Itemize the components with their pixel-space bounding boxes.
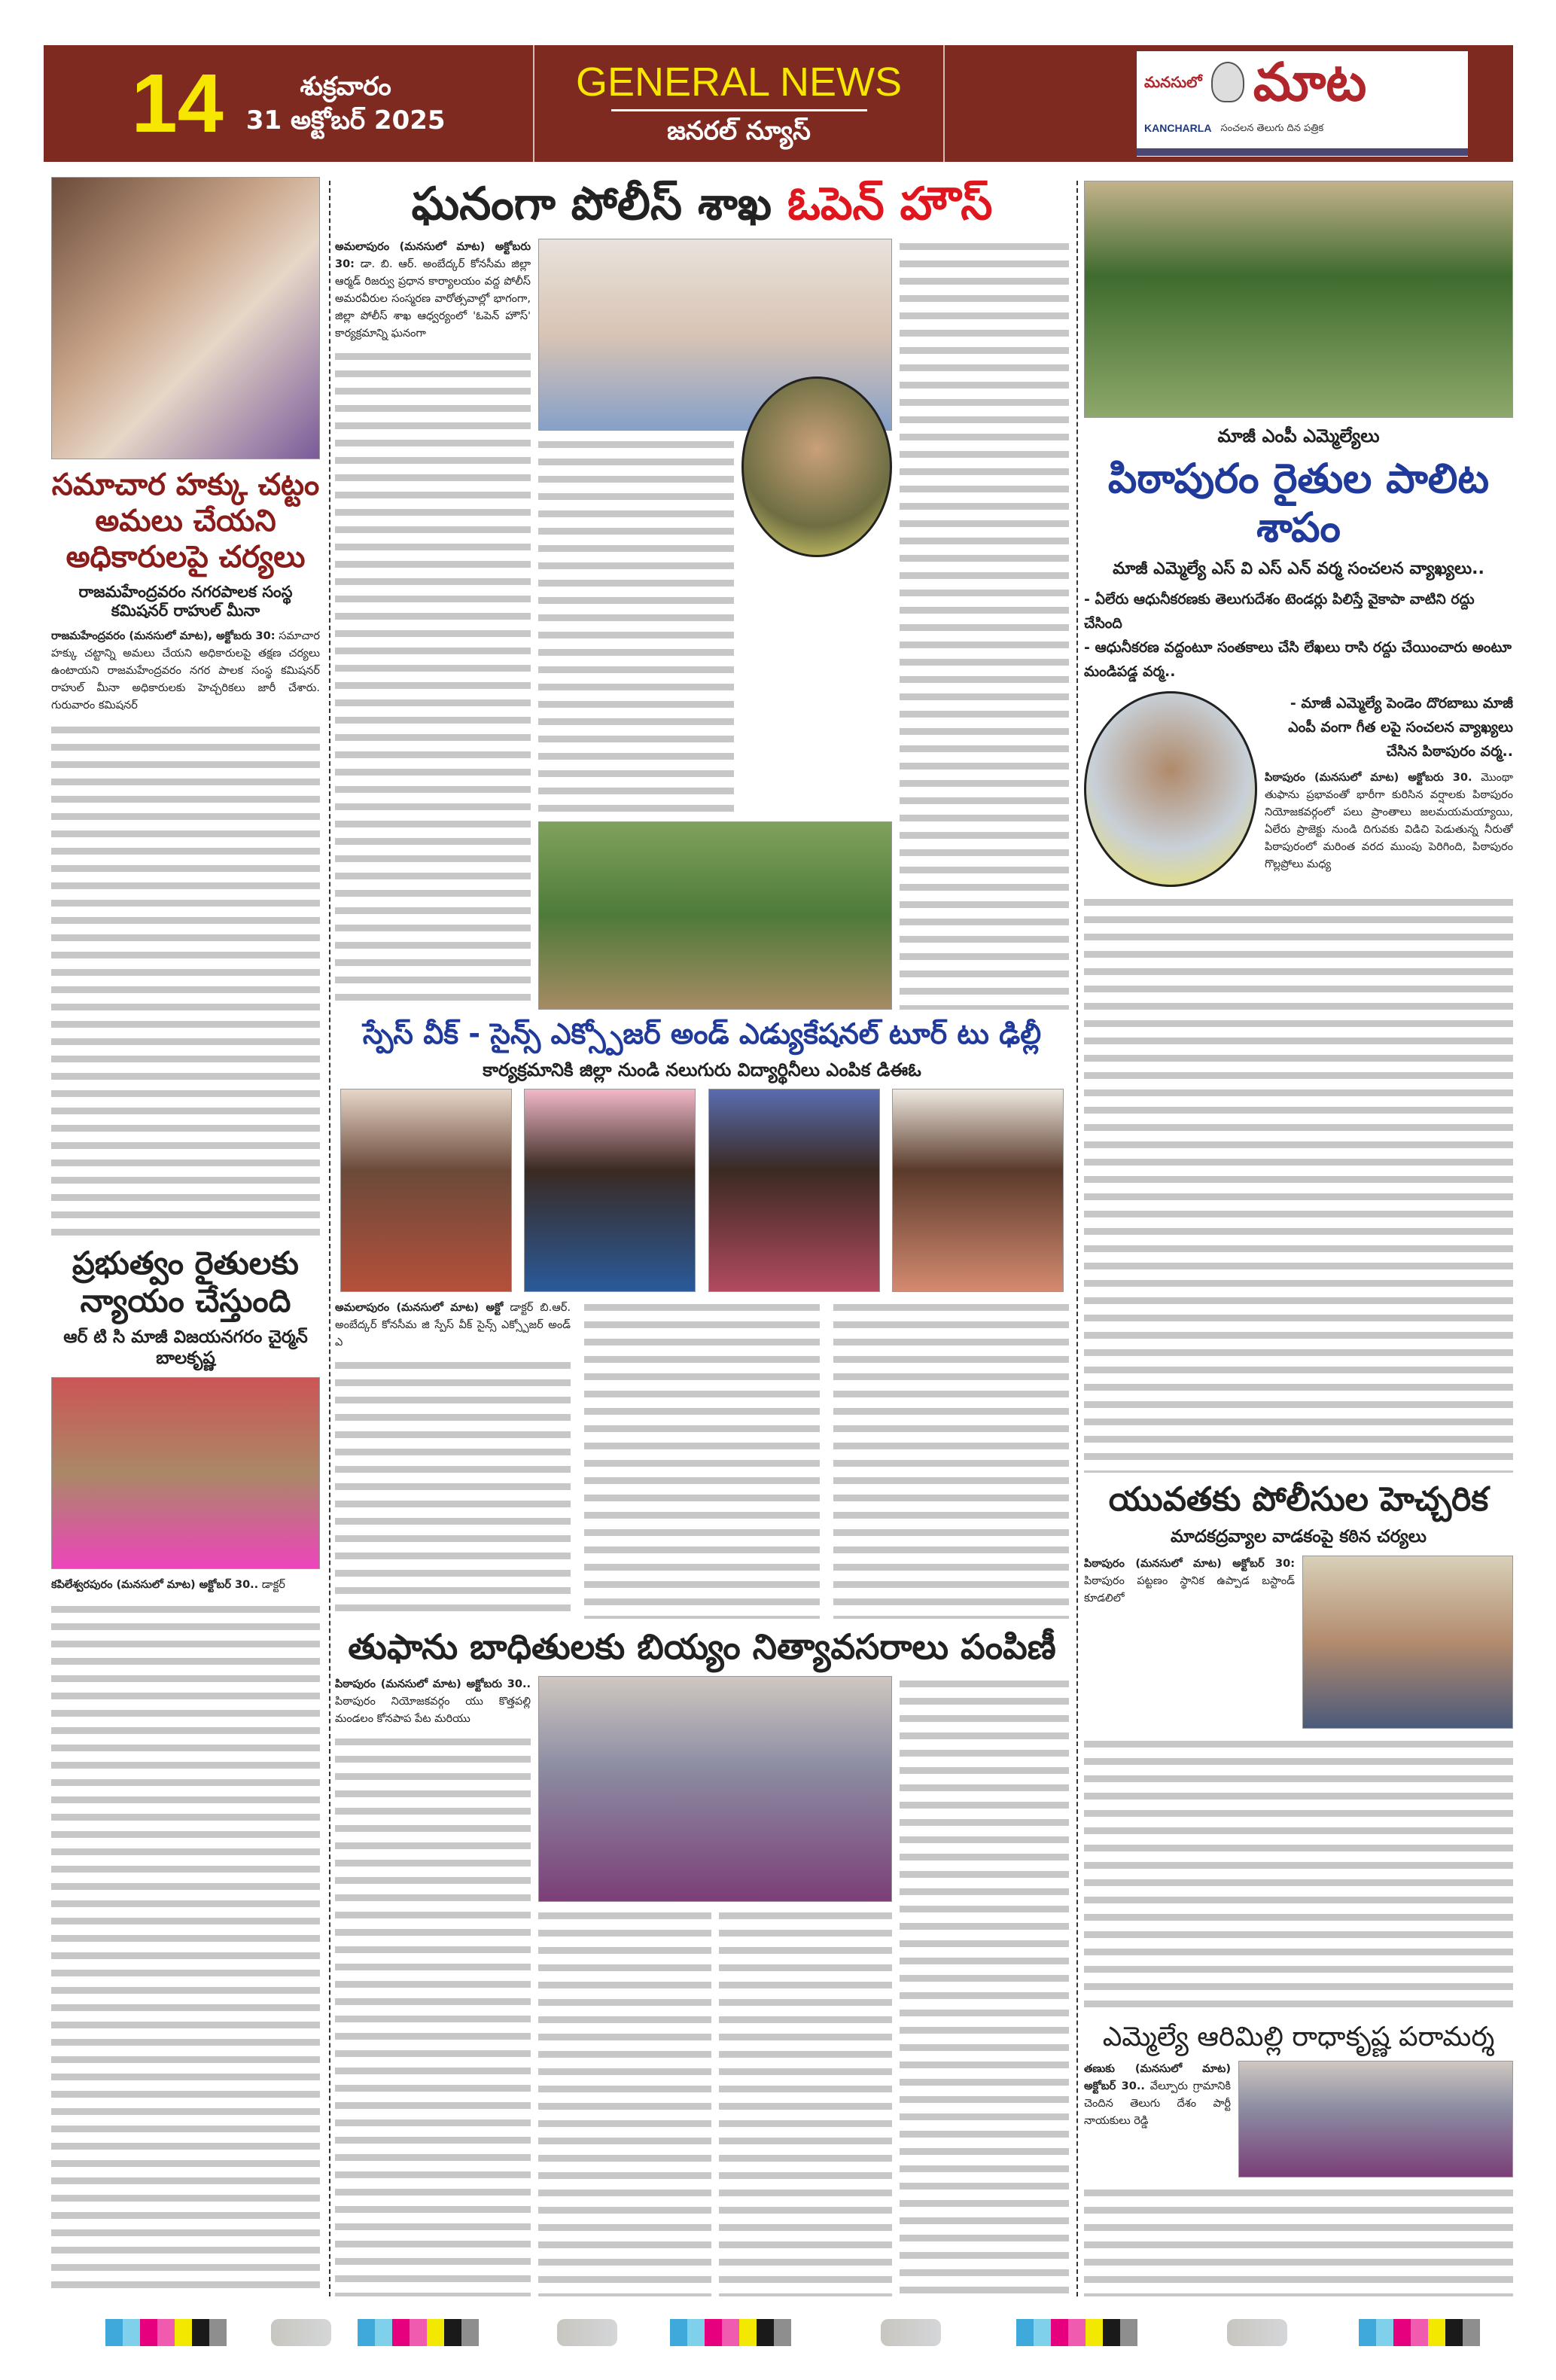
- article-open-house-col3: [900, 239, 1069, 1010]
- color-swatch: [1086, 2319, 1103, 2346]
- logo-bar: [1137, 148, 1468, 156]
- article-text: వేల్పూరు గ్రామానికి చెందిన తెలుగు దేశం పార్టీ నాయకులు రెడ్డి: [1084, 2080, 1231, 2128]
- article-balakrishna-body: [51, 1577, 320, 1594]
- divider: [611, 109, 867, 111]
- color-swatch: [392, 2319, 410, 2346]
- article-mla-lead: [1084, 2061, 1231, 2130]
- gray-swatch: [881, 2319, 941, 2346]
- open-house-media: [538, 239, 892, 1010]
- article-text: డాక్టర్: [261, 1578, 285, 1591]
- bullet-list: [1084, 587, 1513, 684]
- article-rti-body: [51, 628, 320, 715]
- color-swatch: [1376, 2319, 1393, 2346]
- color-swatch: [670, 2319, 687, 2346]
- logo-bottom: [1144, 122, 1460, 135]
- cyclone-media: [538, 1676, 892, 2296]
- photo-police-officer-inset: [741, 376, 892, 557]
- photo-leaders-canal: [1084, 181, 1513, 418]
- pullquote: - మాజీ ఎమ్మెల్యే పెండెం దొరబాబు మాజీ ఎంపీ వంగా గీత లపై సంచలన వ్యాఖ్యలు చేసిన పిఠాపురం వర్మ..: [1288, 694, 1513, 760]
- color-swatch: [1359, 2319, 1376, 2346]
- color-swatch: [427, 2319, 444, 2346]
- headline-youth-warning: యువతకు పోలీసుల హెచ్చరిక: [1108, 1480, 1489, 1519]
- subhead-rti: రాజమహేంద్రవరం నగరపాలక సంస్థ కమిషనర్ రాహుల్ మీనా: [78, 583, 293, 620]
- headline-farmers-justice: ప్రభుత్వం రైతులకు న్యాయం చేస్తుంది: [72, 1244, 299, 1320]
- color-swatch: [1463, 2319, 1480, 2346]
- article-text: సమాచార హక్కు చట్టాన్ని అమలు చేయని అధికారులపై తక్షణ చర్యలు ఉంటాయని రాజమహేంద్రవరం నగర పాలక సంస్థ కమిషనర్ రాహుల్ మీనా అధికారులకు హెచ్చరికలు జారీ చేశారు. గురువారం కమిషనర్: [51, 630, 320, 712]
- dateline: పిఠాపురం (మనసులో మాట) అక్టోబరు 30.: [1265, 771, 1472, 784]
- color-swatch: [123, 2319, 140, 2346]
- text-continuation: [335, 1734, 531, 2296]
- photo-mla-visit: [1238, 2061, 1513, 2177]
- print-color-bars: [45, 2319, 1513, 2346]
- article-varma-lead: [1265, 769, 1513, 873]
- article-youth-col: [1084, 1556, 1295, 1607]
- subhead-space-week: కార్యక్రమానికి జిల్లా నుండి నలుగురు విద్యార్థినీలు ఎంపిక డిఈఓ: [483, 1059, 921, 1081]
- article-text: మొంథా తుఫాను ప్రభావంతో భారీగా కురిసిన వర్షాలకు పిఠాపురం నియోజకవర్గంలో పలు ప్రాంతాలు జలమయమయ్యాయి, ఏలేరు ప్రాజెక్టు నుండి దిగువకు విడిచి పెడుతున్న నీరుతో పిఠాపురంలో మరింత వరద ముంపు పెరిగింది, పిఠాపురం గొల్లప్రోలు మధ్య: [1265, 771, 1513, 870]
- varma-side: [1265, 691, 1513, 873]
- dateline: అమలాపురం (మనసులో మాట) అక్టోబరు 30:: [335, 241, 531, 270]
- header-logo-block: [945, 45, 1513, 162]
- color-swatch: [375, 2319, 392, 2346]
- article-cyclone-col1: [335, 1676, 531, 2296]
- space-week-col3: [833, 1300, 1069, 1619]
- bullet-item: - ఆధునీకరణ వద్దంటూ సంతకాలు చేసి లేఖలు రాసి రద్దు చేయించారు అంటూ మండిపడ్డ వర్మ..: [1084, 638, 1512, 680]
- text-continuation: [51, 1601, 320, 2296]
- dateline: అమలాపురం (మనసులో మాట) అక్టో: [335, 1301, 504, 1314]
- color-swatch: [175, 2319, 192, 2346]
- article-text: డా. బి. ఆర్. అంబేద్కర్ కోనసీమ జిల్లా ఆర్మడ్ రిజర్వు ప్రధాన కార్యాలయం వద్ద పోలీస్ అమరవీరుల సంస్మరణ వారోత్సవాల్లో భాగంగా, జిల్లా పోలీస్ శాఖ ఆధ్వర్యంలో 'ఓపెన్ హౌస్' కార్యక్రమాన్ని ఘనంగా: [335, 258, 531, 340]
- deck-varma-remarks: మాజీ ఎమ్మెల్యే ఎస్ వి ఎస్ ఎన్ వర్మ సంచలన వ్యాఖ్యలు..: [1113, 559, 1484, 579]
- photo-student-1: [340, 1089, 512, 1292]
- founder-portrait-icon: [1211, 62, 1244, 102]
- subhead-drugs: మాదకద్రవ్యాల వాడకంపై కఠిన చర్యలు: [1170, 1527, 1427, 1547]
- headline-mla-visit: ఎమ్మెల్యే ఆరిమిల్లి రాధాకృష్ణ పరామర్శ: [1102, 2021, 1495, 2052]
- color-swatch: [1411, 2319, 1428, 2346]
- logo-prefix: మనసులో: [1144, 72, 1202, 91]
- header-date-block: [44, 45, 534, 162]
- photo-press-mics: [51, 1377, 320, 1569]
- logo-kancharla: KANCHARLA: [1144, 122, 1212, 135]
- color-swatch: [1120, 2319, 1137, 2346]
- logo-tagline: సంచలన తెలుగు దిన పత్రిక: [1220, 122, 1324, 134]
- color-swatch: [1051, 2319, 1068, 2346]
- article-text: పిఠాపురం పట్టణం స్థానిక ఉప్పాడ బస్టాండ్ కూడలిలో: [1084, 1575, 1295, 1605]
- weekday: శుక్రవారం: [300, 72, 391, 102]
- kicker-ex-mp-mla: మాజీ ఎంపీ ఎమ్మెల్యేలు: [1217, 425, 1380, 446]
- color-swatch: [739, 2319, 757, 2346]
- color-swatch: [687, 2319, 705, 2346]
- dateline: రాజమహేంద్రవరం (మనసులో మాట), అక్టోబరు 30:: [51, 630, 276, 643]
- color-swatch: [1393, 2319, 1411, 2346]
- article-youth-body: [1084, 1736, 1513, 2013]
- gray-swatch: [557, 2319, 617, 2346]
- color-swatch: [1103, 2319, 1120, 2346]
- varma-inset-row: [1084, 691, 1513, 887]
- article-mla-body: [1084, 2185, 1513, 2296]
- date-stack: [246, 70, 446, 136]
- color-swatch: [105, 2319, 123, 2346]
- photo-rice-distribution: [538, 1676, 892, 1902]
- text-continuation: [538, 1908, 711, 2296]
- color-swatch: [1068, 2319, 1086, 2346]
- photo-student-4: [892, 1089, 1064, 1292]
- issue-date: 31 అక్టోబర్ 2025: [245, 105, 446, 136]
- headline-rti: సమాచార హక్కు చట్టం అమలు చేయని అధికారులపై చర్యలు: [51, 468, 320, 574]
- logo-masthead: మాట: [1253, 50, 1367, 113]
- headline-space-week: స్పేస్ వీక్ - సైన్స్ ఎక్స్పోజర్ అండ్ ఎడ్యుకేషనల్ టూర్ టు ఢిల్లీ: [362, 1017, 1042, 1051]
- dateline: పిఠాపురం (మనసులో మాట) అక్టోబరు 30..: [335, 1678, 531, 1690]
- headline-open-house: [335, 177, 1069, 231]
- color-swatch: [757, 2319, 774, 2346]
- left-column: [51, 177, 320, 2296]
- color-swatch: [140, 2319, 157, 2346]
- gray-swatch: [271, 2319, 331, 2346]
- gray-swatch: [1227, 2319, 1287, 2346]
- open-house-block: [335, 239, 1069, 1010]
- dateline: తణుకు (మనసులో మాట) అక్టోబర్ 30..: [1084, 2063, 1231, 2093]
- article-text: పిఠాపురం నియోజకవర్గం యు కొత్తపల్లి మండలం కోనపాప పేట మరియు: [335, 1695, 531, 1725]
- dateline: పిఠాపురం (మనసులో మాట) అక్టోబర్ 30:: [1084, 1558, 1295, 1571]
- logo-top: [1144, 50, 1460, 113]
- mla-row: [1084, 2061, 1513, 2177]
- column-rule: [1076, 181, 1078, 2296]
- color-swatch: [461, 2319, 479, 2346]
- color-swatch: [1445, 2319, 1463, 2346]
- section-title-en: GENERAL NEWS: [575, 59, 903, 105]
- cyclone-lead: [335, 1676, 531, 1728]
- youth-row: [1084, 1556, 1513, 1729]
- color-swatch: [157, 2319, 175, 2346]
- text-continuation: [335, 349, 531, 1010]
- open-house-mid: [538, 437, 892, 815]
- color-swatch: [444, 2319, 461, 2346]
- color-swatch: [774, 2319, 791, 2346]
- right-column: [1084, 181, 1513, 2296]
- space-week-col1: [335, 1300, 571, 1619]
- page-number: 14: [131, 56, 224, 150]
- article-open-house-lead: [335, 239, 531, 343]
- headline-part-red: ఓపెన్ హౌస్: [787, 178, 993, 230]
- article-open-house-col1: [335, 239, 531, 1010]
- color-swatch: [1428, 2319, 1445, 2346]
- section-title: [576, 60, 902, 147]
- header-section-block: [534, 45, 945, 162]
- photo-commissioner-meeting: [51, 177, 320, 459]
- headline-pithapuram-farmers: పిఠాపురం రైతుల పాలిట శాపం: [1107, 454, 1490, 551]
- color-swatch: [722, 2319, 739, 2346]
- color-swatch: [705, 2319, 722, 2346]
- text-continuation: [335, 1358, 571, 1619]
- headline-part: ఘనంగా పోలీస్ శాఖ: [411, 178, 772, 230]
- color-swatch: [209, 2319, 227, 2346]
- article-open-house-col2: [538, 437, 734, 815]
- text-continuation: [719, 1908, 892, 2296]
- photo-student-3: [708, 1089, 880, 1292]
- article-space-week-body: [335, 1300, 1069, 1619]
- color-swatch: [192, 2319, 209, 2346]
- cyclone-block: [335, 1676, 1069, 2296]
- article-cyclone-col2: [538, 1908, 892, 2296]
- space-week-col2: [584, 1300, 820, 1619]
- section-title-te: జనరల్ న్యూస్: [667, 116, 811, 147]
- masthead-logo: [1137, 51, 1468, 157]
- photo-varma-inset: [1084, 691, 1257, 887]
- column-rule: [329, 181, 330, 2296]
- text-continuation: [51, 722, 320, 1236]
- headline-cyclone-relief: తుఫాను బాధితులకు బియ్యం నిత్యావసరాలు పంపిణీ: [348, 1626, 1056, 1668]
- color-swatch: [410, 2319, 427, 2346]
- article-varma-body: [1084, 894, 1513, 1473]
- student-photos: [335, 1089, 1069, 1292]
- photo-student-2: [524, 1089, 696, 1292]
- color-swatch: [1034, 2319, 1051, 2346]
- subhead-balakrishna: ఆర్ టి సి మాజీ విజయనగరం చైర్మన్ బాలకృష్ణ: [63, 1327, 308, 1369]
- article-text: డాక్టర్ బి.ఆర్. అంబేద్కర్ కోనసీమ జి స్పేస్ వీక్ సైన్స్ ఎక్స్పోజర్ అండ్ ఎ: [335, 1301, 571, 1348]
- photo-police-demo: [538, 821, 892, 1010]
- color-swatch: [1016, 2319, 1034, 2346]
- dateline: కపిలేశ్వరపురం (మనసులో మాట) అక్టోబర్ 30..: [51, 1578, 259, 1591]
- bullet-item: - ఏలేరు ఆధునీకరణకు తెలుగుదేశం టెండర్లు పిలిస్తే వైకాపా వాటిని రద్దు చేసింది: [1084, 590, 1475, 632]
- center-column: [335, 177, 1069, 2296]
- color-swatch: [358, 2319, 375, 2346]
- space-week-lead: [335, 1300, 571, 1352]
- article-cyclone-col3: [900, 1676, 1069, 2296]
- page-header: [44, 45, 1513, 162]
- photo-police-busstand: [1302, 1556, 1513, 1729]
